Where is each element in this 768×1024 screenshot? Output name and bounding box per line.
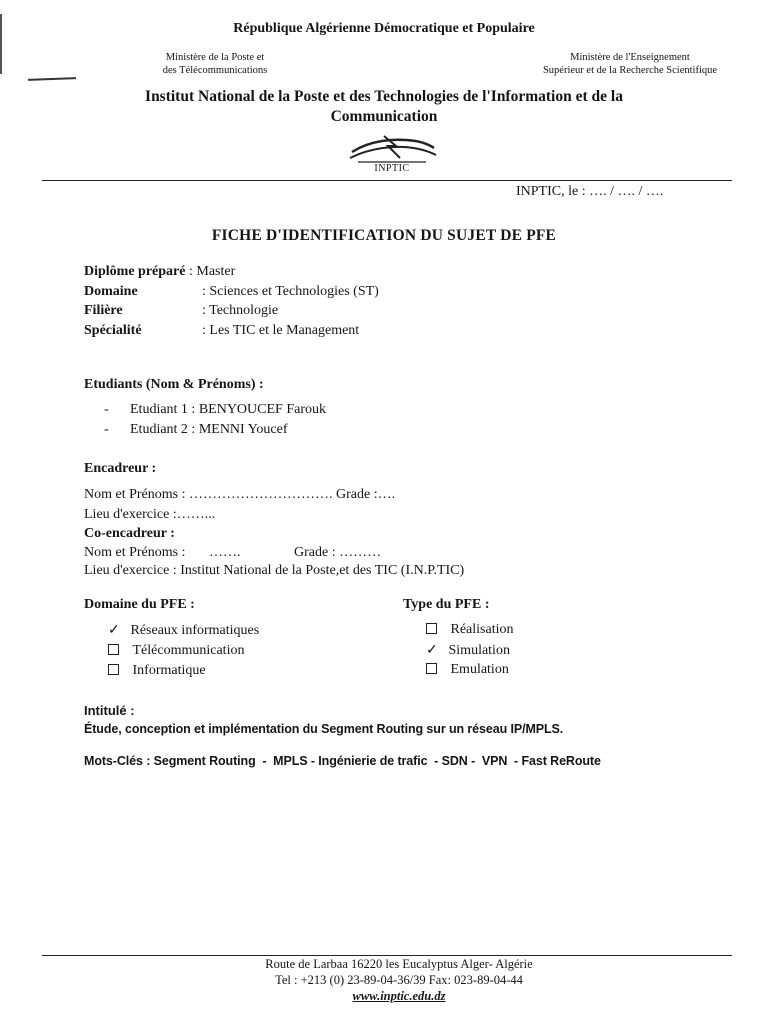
ministry-left-line2: des Télécommunications xyxy=(162,65,268,76)
ministry-right-line2: Supérieur et de la Recherche Scientifique xyxy=(542,65,718,76)
inptic-logo xyxy=(344,132,440,178)
student-dash: - xyxy=(104,402,109,417)
domaine-option xyxy=(108,663,206,679)
domaine-option xyxy=(108,643,244,659)
student-2: Etudiant 2 : MENNI Youcef xyxy=(130,422,288,437)
ministry-right-line1: Ministère de l'Enseignement xyxy=(570,52,690,63)
ministry-left-line1: Ministère de la Poste et xyxy=(165,52,265,63)
republic-title: République Algérienne Démocratique et Populaire xyxy=(233,21,535,36)
footer-website[interactable] xyxy=(15,989,768,1004)
checkbox-icon[interactable] xyxy=(426,663,437,674)
type-option-label: Simulation xyxy=(448,643,510,658)
intitule-text: Étude, conception et implémentation du Segment Routing sur un réseau IP/MPLS. xyxy=(84,722,564,736)
checkmark-icon[interactable]: ✓ xyxy=(426,643,438,658)
checkbox-icon[interactable] xyxy=(108,644,119,655)
checkbox-icon[interactable] xyxy=(426,623,437,634)
student-item xyxy=(104,422,288,438)
footer-divider xyxy=(42,955,732,956)
domaine-pfe-heading: Domaine du PFE : xyxy=(84,597,195,612)
students-heading: Etudiants (Nom & Prénoms) : xyxy=(84,377,264,392)
student-item xyxy=(104,402,326,418)
intitule-heading: Intitulé : xyxy=(84,703,135,718)
co-encadreur-lieu: Lieu d'exercice : Institut National de la Poste,et des TIC (I.N.P.TIC) xyxy=(84,563,465,578)
encadreur-nom: Nom et Prénoms : …………………………. Grade :…. xyxy=(84,487,396,502)
domaine-option-label: Informatique xyxy=(132,663,206,678)
domaine-option-label: Réseaux informatiques xyxy=(130,623,260,638)
domaine-row xyxy=(84,284,379,300)
logo-text: INPTIC xyxy=(374,163,410,174)
header-divider xyxy=(42,180,732,181)
date-line: INPTIC, le : …. / …. / …. xyxy=(516,184,664,199)
type-option xyxy=(426,622,514,638)
filiere-label: Filière xyxy=(84,303,123,318)
diplome-row xyxy=(84,264,235,280)
diplome-value: : Master xyxy=(188,264,236,279)
type-option xyxy=(426,642,510,659)
footer-phone: Tel : +213 (0) 23-89-04-36/39 Fax: 023-89-04-44 xyxy=(275,973,523,987)
co-encadreur-nom: Nom et Prénoms : xyxy=(84,545,186,560)
checkmark-icon[interactable]: ✓ xyxy=(108,623,120,638)
student-dash: - xyxy=(104,422,109,437)
co-encadreur-nom-dots: ……. xyxy=(209,545,241,560)
institute-title xyxy=(0,87,768,127)
type-option-label: Emulation xyxy=(450,662,509,677)
diplome-label: Diplôme préparé xyxy=(84,264,186,279)
domaine-option-label: Télécommunication xyxy=(132,643,245,658)
co-encadreur-nom-row xyxy=(84,545,381,561)
type-pfe-heading: Type du PFE : xyxy=(403,597,490,612)
website-link[interactable]: www.inptic.edu.dz xyxy=(352,989,446,1003)
checkbox-icon[interactable] xyxy=(108,664,119,675)
specialite-value: : Les TIC et le Management xyxy=(202,323,360,338)
filiere-row xyxy=(84,303,278,319)
institute-line2: Communication xyxy=(330,108,438,125)
domaine-option xyxy=(108,622,259,639)
co-encadreur-grade: Grade : ……… xyxy=(294,545,382,560)
ministry-right xyxy=(520,51,740,77)
ministry-left xyxy=(135,51,295,77)
specialite-label: Spécialité xyxy=(84,323,142,338)
type-option xyxy=(426,662,509,678)
specialite-row xyxy=(84,323,359,339)
domaine-label: Domaine xyxy=(84,284,138,299)
document-title: FICHE D'IDENTIFICATION DU SUJET DE PFE xyxy=(211,227,557,244)
footer-address: Route de Larbaa 16220 les Eucalyptus Alger- Algérie xyxy=(265,957,533,971)
keywords: Mots-Clés : Segment Routing - MPLS - Ingénierie de trafic - SDN - VPN - Fast ReRoute xyxy=(84,754,601,768)
institute-line1: Institut National de la Poste et des Technologies de l'Information et de la xyxy=(145,88,623,105)
domaine-value: : Sciences et Technologies (ST) xyxy=(202,284,379,299)
type-option-label: Réalisation xyxy=(450,622,514,637)
filiere-value: : Technologie xyxy=(202,303,279,318)
student-1: Etudiant 1 : BENYOUCEF Farouk xyxy=(130,402,326,417)
scan-mark xyxy=(28,77,76,81)
encadreur-lieu: Lieu d'exercice :……... xyxy=(84,507,216,522)
encadreur-heading: Encadreur : xyxy=(84,461,157,476)
co-encadreur-heading: Co-encadreur : xyxy=(84,526,175,541)
